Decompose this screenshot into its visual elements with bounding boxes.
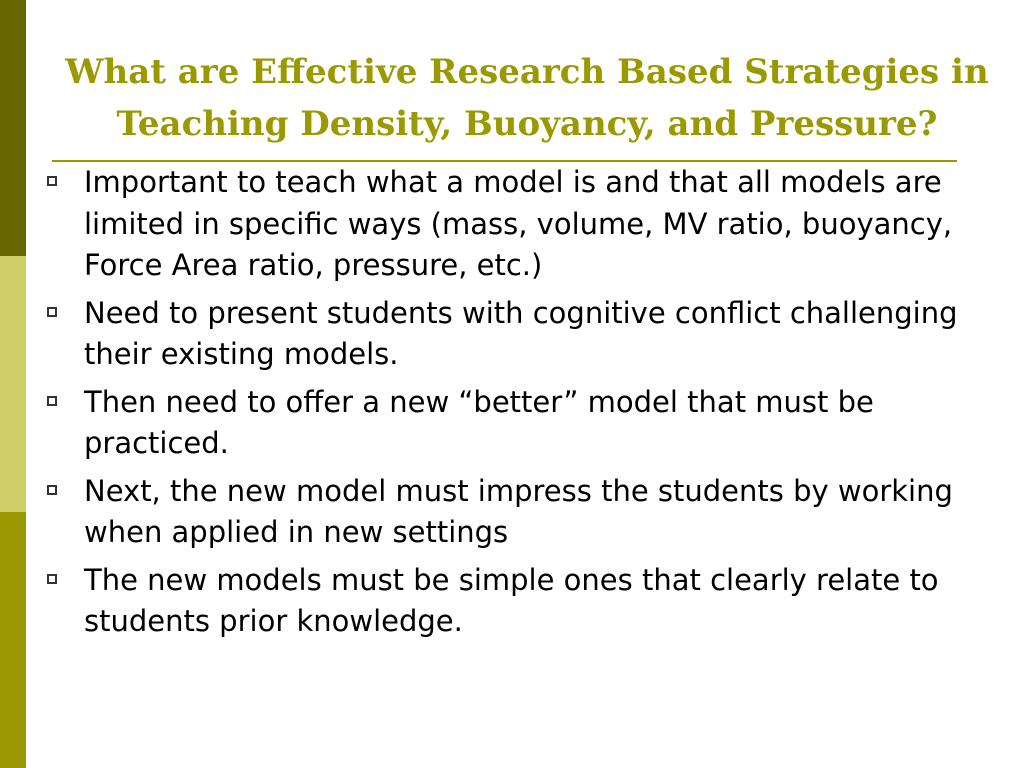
bullet-item <box>40 382 1000 465</box>
bullet-item <box>40 293 1000 376</box>
bullet-list <box>40 162 1000 649</box>
hollow-square-icon <box>47 176 57 186</box>
bullet-text: Then need to offer a new “better” model that must be practiced. <box>84 384 874 460</box>
bullet-text: Important to teach what a model is and that all models are limited in specific ways (mass, volume, MV ratio, buoyancy, Force Area ratio, pressure, etc.) <box>84 165 953 282</box>
hollow-square-icon <box>47 307 57 317</box>
sidebar-band-bottom <box>0 512 26 768</box>
bullet-text: Need to present students with cognitive conflict challenging their existing models. <box>84 295 958 371</box>
bullet-item <box>40 560 1000 643</box>
bullet-item <box>40 471 1000 554</box>
slide-title: What are Effective Research Based Strategies in Teaching Density, Buoyancy, and Pressure? <box>65 52 989 144</box>
sidebar-decoration <box>0 0 26 768</box>
sidebar-band-middle <box>0 256 26 512</box>
bullet-text: Next, the new model must impress the students by working when applied in new settings <box>84 473 953 549</box>
bullet-item <box>40 162 1000 287</box>
hollow-square-icon <box>47 396 57 406</box>
hollow-square-icon <box>47 485 57 495</box>
sidebar-band-top <box>0 0 26 256</box>
bullet-text: The new models must be simple ones that clearly relate to students prior knowledge. <box>84 562 939 638</box>
hollow-square-icon <box>47 574 57 584</box>
